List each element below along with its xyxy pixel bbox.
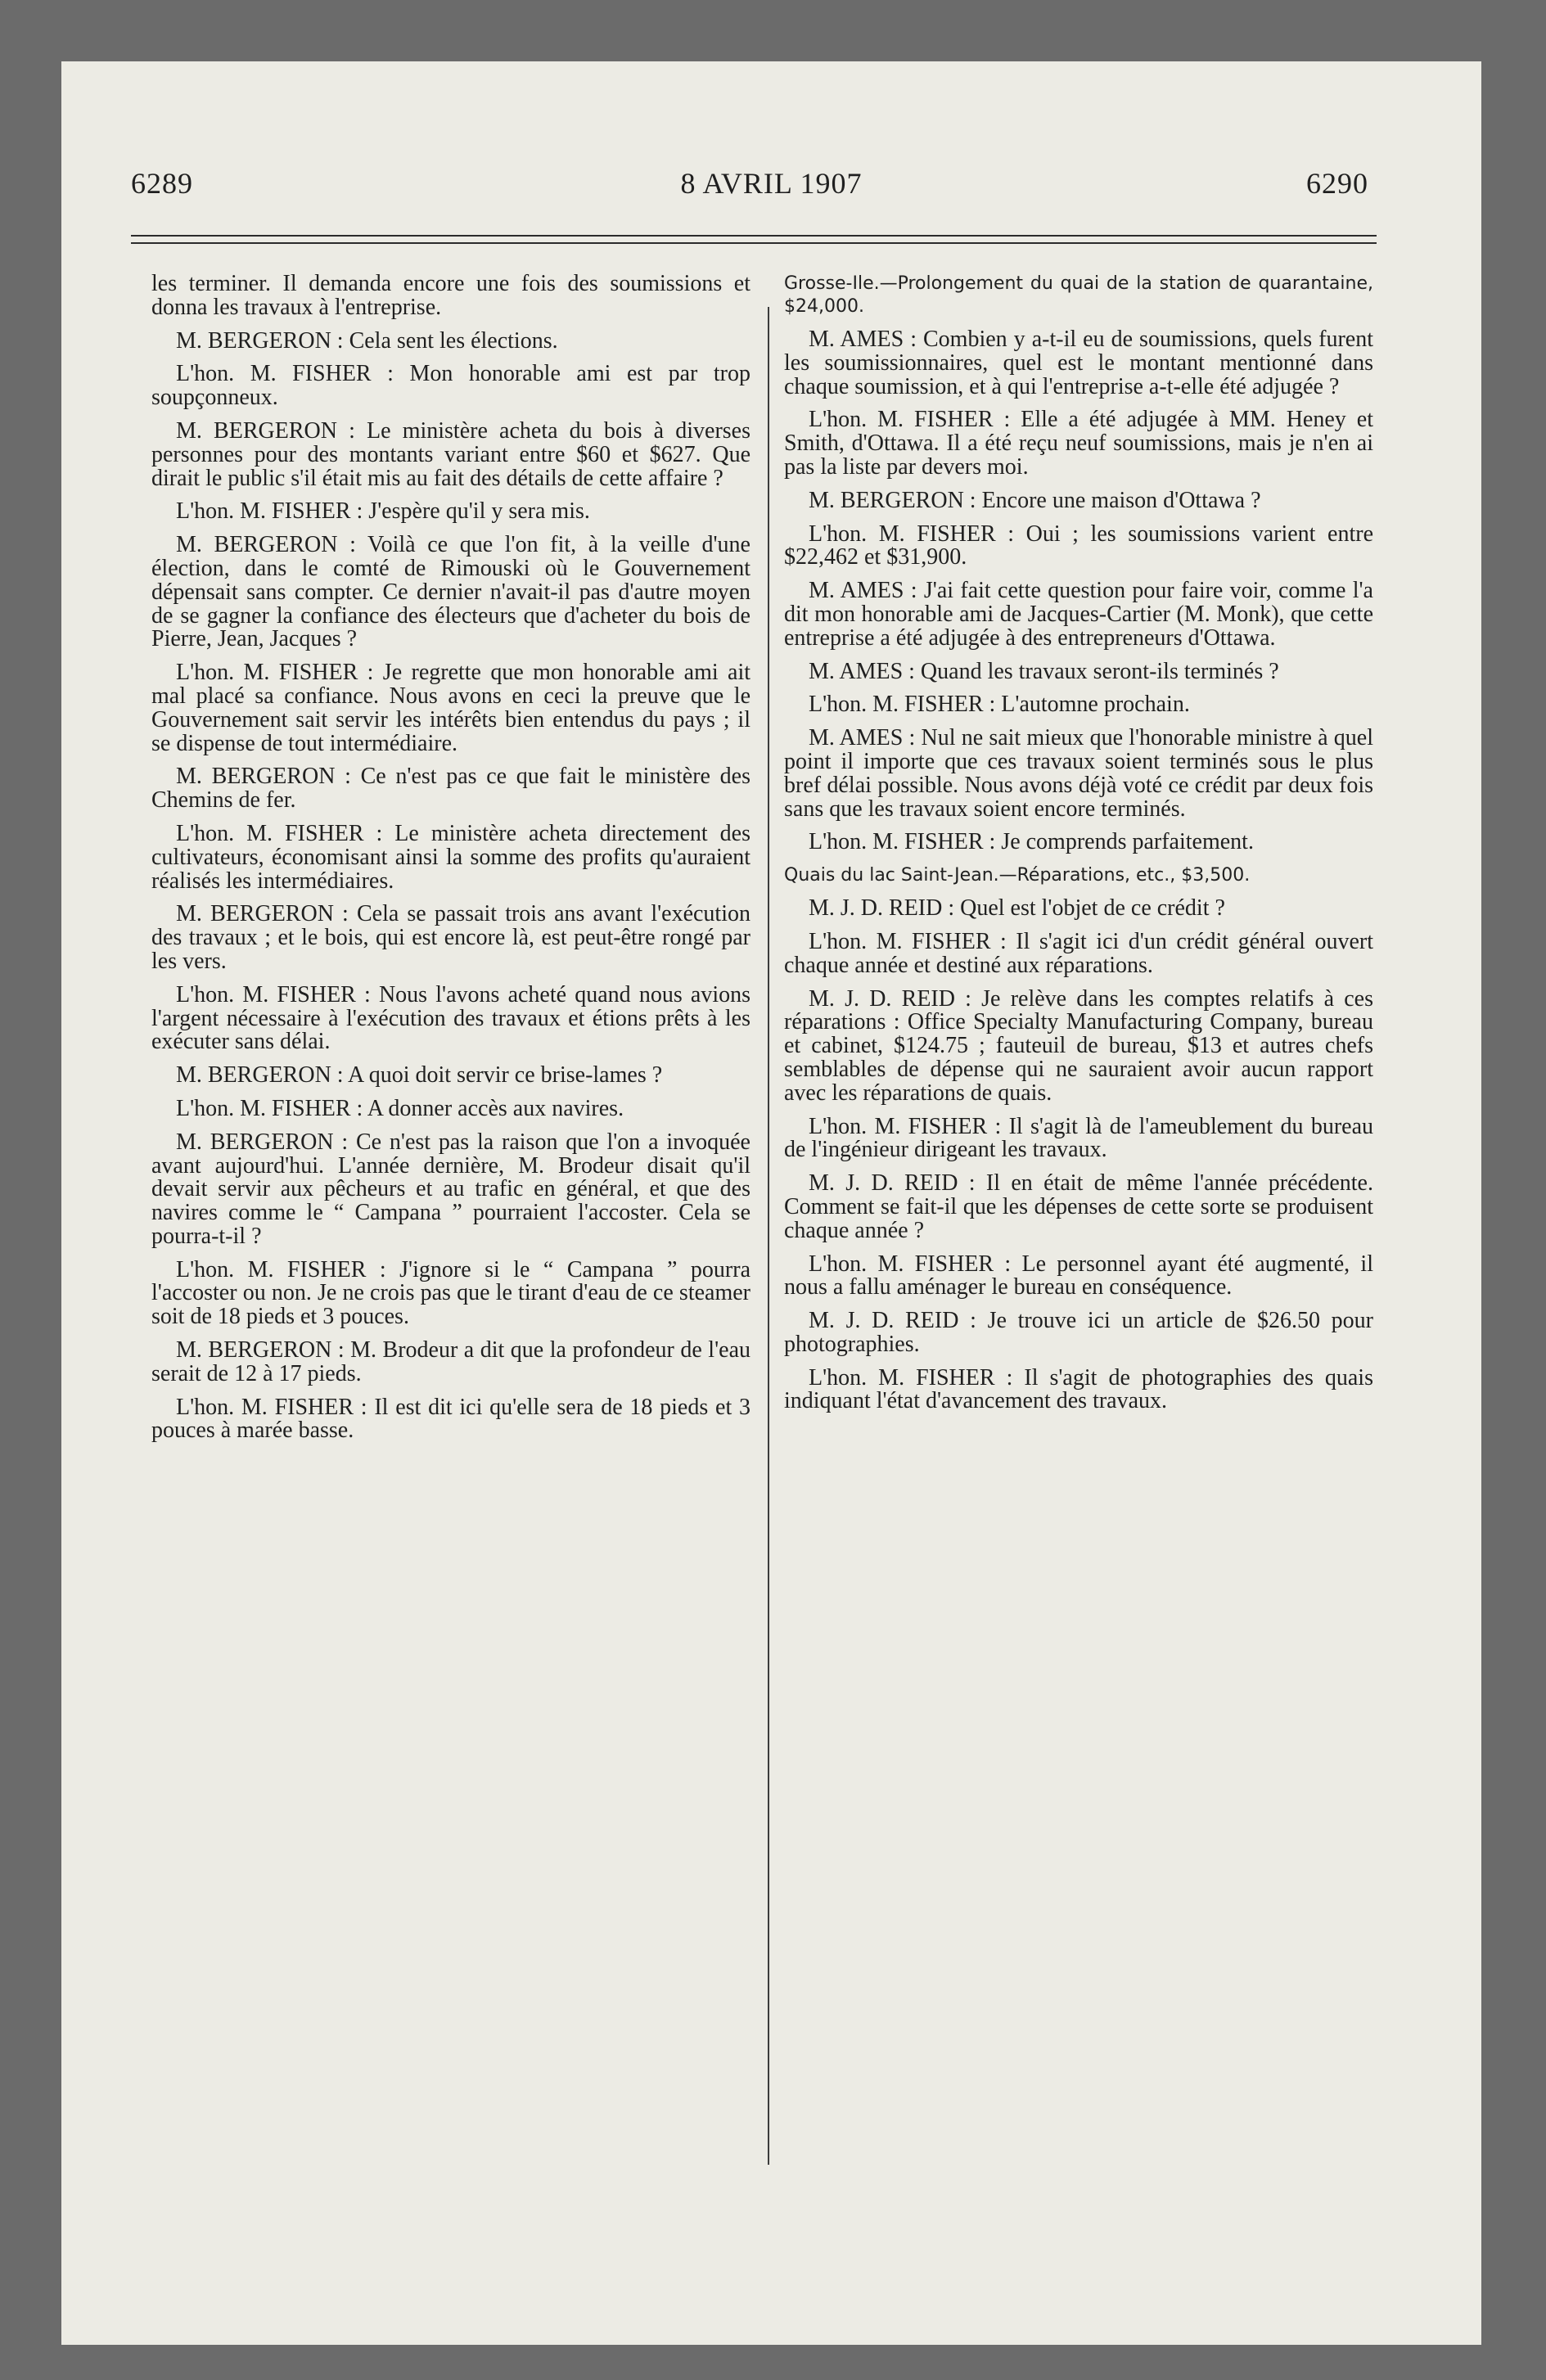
paragraph: M. J. D. REID : Je relève dans les comptes relatifs à ces réparations : Office Specialty Manufacturing Company, bureau et cabinet, $124.75 ; fauteuil de bureau, $13 et autres chefs semblables de dépense qui ne sauraient avoir aucun rapport avec les réparations de quais. [784, 985, 1373, 1106]
paragraph: L'hon. M. FISHER : Il s'agit là de l'ameublement du bureau de l'ingénieur dirigeant les travaux. [784, 1113, 1373, 1163]
paragraph: M. BERGERON : Cela sent les élections. [176, 327, 558, 354]
paragraph: L'hon. M. FISHER : J'ignore si le “ Campana ” pourra l'accoster ou non. Je ne crois pas que le tirant d'eau de ce steamer soit de 18 pieds et 3 pouces. [151, 1256, 750, 1330]
paragraph: L'hon. M. FISHER : J'espère qu'il y sera mis. [176, 498, 590, 525]
right-column [784, 273, 1373, 1423]
budget-item-heading: Grosse-Ile.—Prolongement du quai de la station de quarantaine, $24,000. [784, 273, 1373, 317]
header-rule-bottom [131, 242, 1377, 244]
paragraph: M. BERGERON : Cela se passait trois ans avant l'exécution des travaux ; et le bois, qui est encore là, est peut-être rongé par les vers. [151, 901, 750, 974]
header-rule-top [131, 235, 1377, 237]
page-number-right: 6290 [1306, 167, 1368, 200]
paragraph: L'hon. M. FISHER : Nous l'avons acheté quand nous avions l'argent nécessaire à l'exécution des travaux et étions prêts à les exécuter sans délai. [151, 981, 750, 1055]
column-separator [768, 307, 769, 2165]
paragraph: les terminer. Il demanda encore une fois des soumissions et donna les travaux à l'entreprise. [151, 271, 750, 320]
page-number-left: 6289 [131, 167, 193, 200]
page-header [61, 166, 1481, 215]
paragraph: L'hon. M. FISHER : Elle a été adjugée à MM. Heney et Smith, d'Ottawa. Il a été reçu neuf soumissions, mais je n'en ai pas la liste par devers moi. [784, 407, 1373, 480]
paragraph: L'hon. M. FISHER : Le personnel ayant été augmenté, il nous a fallu aménager le bureau en conséquence. [784, 1251, 1373, 1300]
paragraph: L'hon. M. FISHER : L'automne prochain. [809, 692, 1190, 718]
paragraph: M. J. D. REID : Quel est l'objet de ce crédit ? [809, 895, 1225, 922]
paragraph: L'hon. M. FISHER : Je comprends parfaitement. [809, 829, 1254, 855]
paragraph: M. BERGERON : Encore une maison d'Ottawa ? [809, 487, 1261, 513]
paragraph: L'hon. M. FISHER : Je regrette que mon honorable ami ait mal placé sa confiance. Nous avons en ceci la preuve que le Gouvernement sait servir les intérêts bien entendus du pays ; il se dispense de tout intermédiaire. [151, 660, 750, 756]
paragraph: M. BERGERON : Ce n'est pas ce que fait le ministère des Chemins de fer. [151, 764, 750, 814]
paragraph: M. BERGERON : Ce n'est pas la raison que l'on a invoquée avant aujourd'hui. L'année dernière, M. Brodeur disait qu'il devait servir aux pêcheurs et au trafic en général, et que des navires comme le “ Campana ” pourraient l'accoster. Cela se pourra-t-il ? [151, 1129, 750, 1249]
document-page [61, 61, 1481, 2345]
paragraph: L'hon. M. FISHER : A donner accès aux navires. [176, 1095, 624, 1121]
paragraph: L'hon. M. FISHER : Il s'agit de photographies des quais indiquant l'état d'avancement des travaux. [784, 1364, 1373, 1414]
budget-item-heading: Quais du lac Saint-Jean.—Réparations, etc., $3,500. [784, 865, 1251, 886]
paragraph: L'hon. M. FISHER : Mon honorable ami est par trop soupçonneux. [151, 361, 750, 411]
paragraph: M. AMES : Combien y a-t-il eu de soumissions, quels furent les soumissionnaires, quel est le montant mentionné dans chaque soumission, et à qui l'entreprise a-t-elle été adjugée ? [784, 327, 1373, 399]
paragraph: L'hon. M. FISHER : Il est dit ici qu'elle sera de 18 pieds et 3 pouces à marée basse. [151, 1394, 750, 1444]
paragraph: M. BERGERON : Voilà ce que l'on fit, à la veille d'une élection, dans le comté de Rimouski où le Gouvernement dépensait sans compter. Ce dernier n'avait-il pas d'autre moyen de se gagner la confiance des électeurs que d'acheter du bois de Pierre, Jean, Jacques ? [151, 532, 750, 652]
left-column [151, 273, 750, 1453]
paragraph: L'hon. M. FISHER : Le ministère acheta directement des cultivateurs, économisant ainsi la somme des profits qu'auraient réalisés les intermédiaires. [151, 820, 750, 894]
paragraph: M. J. D. REID : Je trouve ici un article de $26.50 pour photographies. [784, 1308, 1373, 1357]
paragraph: M. J. D. REID : Il en était de même l'année précédente. Comment se fait-il que les dépenses de cette sorte se produisent chaque année ? [784, 1170, 1373, 1243]
paragraph: L'hon. M. FISHER : Oui ; les soumissions varient entre $22,462 et $31,900. [784, 521, 1373, 570]
paragraph: M. BERGERON : A quoi doit servir ce brise-lames ? [176, 1062, 663, 1089]
paragraph: M. BERGERON : M. Brodeur a dit que la profondeur de l'eau serait de 12 à 17 pieds. [151, 1337, 750, 1386]
paragraph: M. AMES : J'ai fait cette question pour faire voir, comme l'a dit mon honorable ami de Jacques-Cartier (M. Monk), que cette entreprise a été adjugée à des entrepreneurs d'Ottawa. [784, 578, 1373, 651]
paragraph: M. AMES : Nul ne sait mieux que l'honorable ministre à quel point il importe que ces travaux soient terminés sous le plus bref délai possible. Nous avons déjà voté ce crédit par deux fois sans que les travaux soient encore terminés. [784, 725, 1373, 822]
paragraph: M. AMES : Quand les travaux seront-ils terminés ? [809, 658, 1279, 684]
paragraph: L'hon. M. FISHER : Il s'agit ici d'un crédit général ouvert chaque année et destiné aux réparations. [784, 928, 1373, 978]
paragraph: M. BERGERON : Le ministère acheta du bois à diverses personnes pour des montants variant entre $60 et $627. Que dirait le public s'il était mis au fait des détails de cette affaire ? [151, 417, 750, 491]
page-date: 8 AVRIL 1907 [680, 167, 863, 200]
